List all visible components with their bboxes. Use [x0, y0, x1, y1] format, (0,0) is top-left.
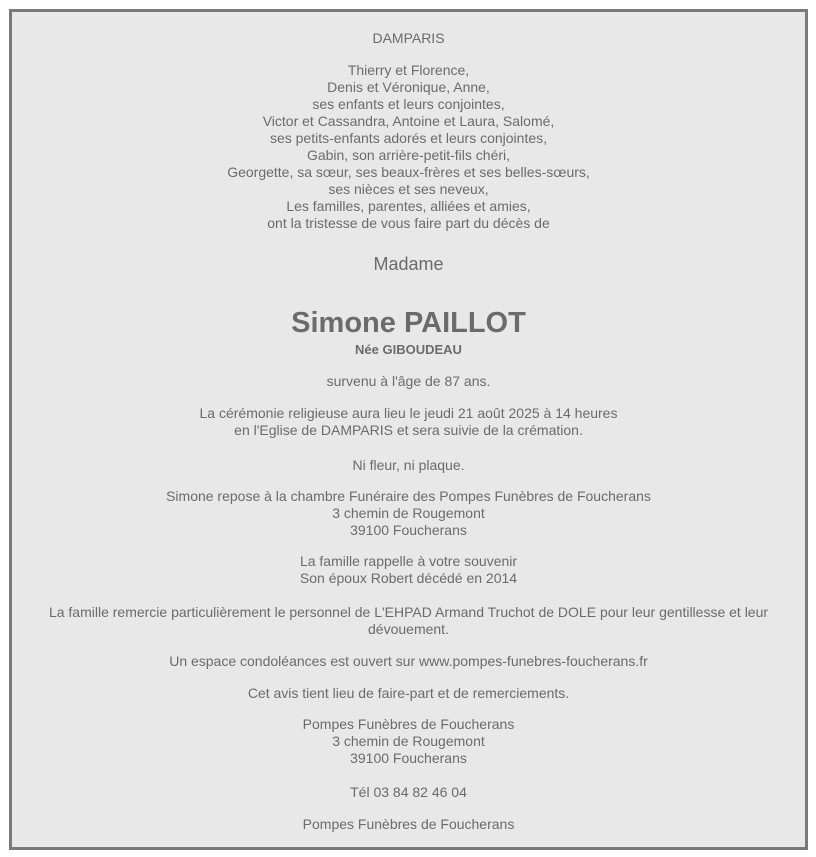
- funeral-home-line: 3 chemin de Rougemont: [332, 733, 485, 749]
- memory-line: La famille rappelle à votre souvenir: [299, 553, 518, 569]
- title-text: Madame: [373, 254, 444, 274]
- deceased-title: [12, 253, 805, 275]
- family-line: ses petits-enfants adorés et leurs conjointes,: [269, 130, 548, 146]
- family-line: Gabin, son arrière-petit-fils chéri,: [306, 147, 511, 163]
- deceased-name: [12, 306, 805, 340]
- notice-text: Cet avis tient lieu de faire-part et de remerciements.: [247, 685, 570, 701]
- flowers-note: [12, 457, 805, 474]
- phone-text: Tél 03 84 82 46 04: [350, 784, 467, 800]
- memory-line: Son époux Robert décédé en 2014: [299, 570, 518, 586]
- ceremony-details: [12, 405, 805, 439]
- resting-place: [12, 488, 805, 539]
- thanks-note: [30, 604, 787, 638]
- condolences-text: Un espace condoléances est ouvert sur www.pompes-funebres-foucherans.fr: [169, 653, 648, 669]
- family-announcement: [12, 62, 805, 232]
- rest-line: Simone repose à la chambre Funéraire des Pompes Funèbres de Foucherans: [166, 488, 651, 504]
- phone-number: [12, 784, 805, 801]
- rest-line: 39100 Foucherans: [350, 522, 467, 538]
- notice-statement: [12, 685, 805, 702]
- family-line: Thierry et Florence,: [347, 62, 470, 78]
- maiden-name-text: Née GIBOUDEAU: [355, 342, 462, 357]
- ceremony-line: La cérémonie religieuse aura lieu le jeudi 21 août 2025 à 14 heures: [199, 405, 618, 421]
- age-text: survenu à l'âge de 87 ans.: [326, 373, 491, 389]
- memory-note: [12, 553, 805, 587]
- signature: [12, 816, 805, 833]
- location-heading: [12, 30, 805, 47]
- family-line: Les familles, parentes, alliées et amies,: [286, 198, 531, 214]
- signature-text: Pompes Funèbres de Foucherans: [302, 816, 515, 832]
- flowers-text: Ni fleur, ni plaque.: [352, 457, 465, 473]
- ceremony-line: en l'Eglise de DAMPARIS et sera suivie de la crémation.: [234, 422, 583, 438]
- age-statement: [12, 373, 805, 390]
- family-line: Georgette, sa sœur, ses beaux-frères et ses belles-sœurs,: [227, 164, 590, 180]
- death-notice: [9, 9, 808, 850]
- maiden-name: [12, 342, 805, 358]
- thanks-text: La famille remercie particulièrement le personnel de L'EHPAD Armand Truchot de DOLE pour leur gentillesse et leur dévouement.: [48, 604, 769, 637]
- family-line: Victor et Cassandra, Antoine et Laura, Salomé,: [262, 113, 555, 129]
- location-text: DAMPARIS: [372, 30, 445, 46]
- family-line: ses nièces et ses neveux,: [328, 181, 489, 197]
- family-line: ont la tristesse de vous faire part du décès de: [267, 215, 550, 231]
- funeral-home-line: Pompes Funèbres de Foucherans: [302, 716, 515, 732]
- name-text: Simone PAILLOT: [291, 307, 526, 339]
- funeral-home-line: 39100 Foucherans: [350, 750, 467, 766]
- family-line: Denis et Véronique, Anne,: [327, 79, 490, 95]
- rest-line: 3 chemin de Rougemont: [332, 505, 485, 521]
- funeral-home-address: [12, 716, 805, 767]
- condolences-note: [12, 653, 805, 670]
- family-line: ses enfants et leurs conjointes,: [312, 96, 505, 112]
